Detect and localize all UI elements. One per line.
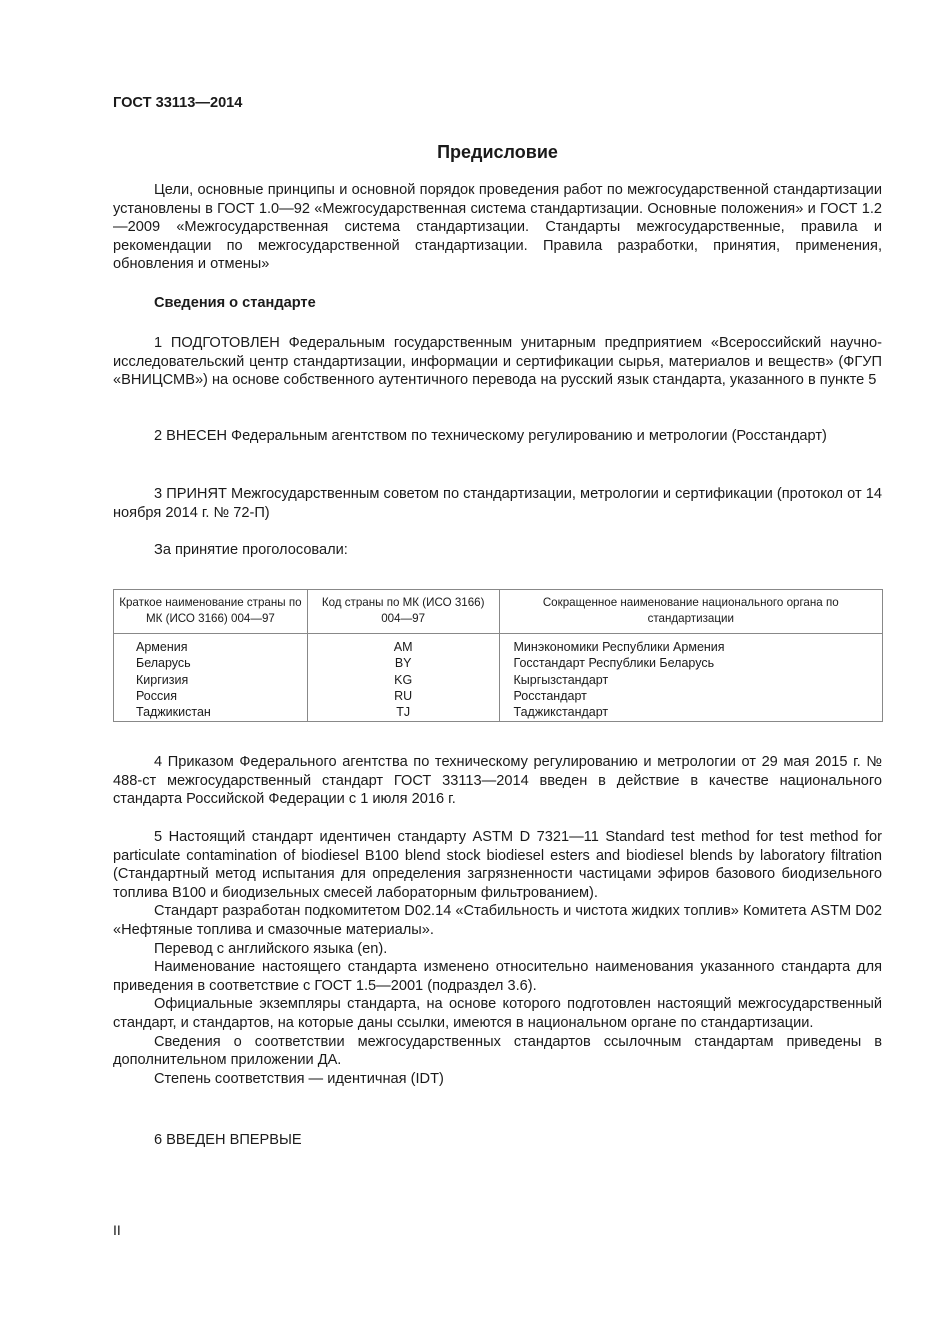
item-6-paragraph: 6 ВВЕДЕН ВПЕРВЫЕ xyxy=(154,1132,302,1148)
country-cell: Таджикистан xyxy=(114,704,308,722)
item-2-block xyxy=(113,427,882,446)
authority-cell: Госстандарт Республики Беларусь xyxy=(499,655,882,671)
item-5-paragraph: 5 Настоящий стандарт идентичен стандарту ASTM D 7321—11 Standard test method for test method for particulate contamination of biodiesel B100 blend stock biodiesel esters and biodiesel blends by laboratory filtration (Стандартный метод испытания для определения загрязненности частицами эфиров базового биодизельного топлива В100 и биодизельных смесей лабораторным фильтрованием). xyxy=(113,829,882,901)
item-1-paragraph: 1 ПОДГОТОВЛЕН Федеральным государственным унитарным предприятием «Всероссийский научно-исследовательский центр стандартизации, информации и сертификации сырья, материалов и веществ» (ФГУП «ВНИЦСМВ») на основе собственного аутентичного перевода на русский язык стандарта, указанного в пункте 5 xyxy=(113,335,882,389)
code-cell: TJ xyxy=(307,704,499,722)
table-header-code: Код страны по МК (ИСО 3166) 004—97 xyxy=(307,590,499,634)
item-5-copies-paragraph: Официальные экземпляры стандарта, на основе которого подготовлен настоящий межгосударственный стандарт, и стандартов, на которые даны ссылки, имеются в национальном органе по стандартизации. xyxy=(113,996,882,1031)
subheading-block xyxy=(113,294,882,313)
item-5-developer-paragraph: Стандарт разработан подкомитетом D02.14 «Стабильность и чистота жидких топлив» Комитета ASTM D02 «Нефтяные топлива и смазочные материалы». xyxy=(113,903,882,938)
item-4-block xyxy=(113,753,882,809)
country-cell: Беларусь xyxy=(114,655,308,671)
section-title: Предисловие xyxy=(437,142,558,162)
intro-section xyxy=(113,181,882,274)
table-row xyxy=(114,704,883,722)
item-6-block xyxy=(113,1131,882,1150)
item-2-paragraph: 2 ВНЕСЕН Федеральным агентством по техническому регулированию и метрологии (Росстандарт) xyxy=(154,428,827,444)
item-5-title-change-paragraph: Наименование настоящего стандарта изменено относительно наименования указанного стандарта для приведения в соответствие с ГОСТ 1.5—2001 (подраздел 3.6). xyxy=(113,959,882,994)
table-row xyxy=(114,688,883,704)
item-4-paragraph: 4 Приказом Федерального агентства по техническому регулированию и метрологии от 29 мая 2015 г. № 488-ст межгосударственный стандарт ГОСТ 33113—2014 введен в действие в качестве национального стандарта Российской Федерации с 1 июля 2016 г. xyxy=(113,754,882,808)
code-cell: AM xyxy=(307,634,499,656)
item-5-block xyxy=(113,828,882,1088)
item-5-annex-paragraph: Сведения о соответствии межгосударственных стандартов ссылочным стандартам приведены в дополнительном приложении ДА. xyxy=(113,1033,882,1069)
item-3-block xyxy=(113,485,882,522)
item-1-block xyxy=(113,334,882,390)
voted-block xyxy=(113,541,882,560)
country-cell: Армения xyxy=(114,634,308,656)
code-cell: BY xyxy=(307,655,499,671)
code-cell: RU xyxy=(307,688,499,704)
item-3-paragraph: 3 ПРИНЯТ Межгосударственным советом по стандартизации, метрологии и сертификации (протокол от 14 ноября 2014 г. № 72-П) xyxy=(113,486,882,521)
page-number: II xyxy=(113,1222,121,1238)
table-row xyxy=(114,655,883,671)
authority-cell: Кыргызстандарт xyxy=(499,672,882,688)
intro-paragraph: Цели, основные принципы и основной порядок проведения работ по межгосударственной стандартизации установлены в ГОСТ 1.0—92 «Межгосударственная система стандартизации. Основные положения» и ГОСТ 1.2—2009 «Межгосударственная система стандартизации. Стандарты межгосударственные, правила и рекомендации по межгосударственной стандартизации. Правила разработки, принятия, применения, обновления и отмены» xyxy=(113,182,882,273)
item-5-conformity-paragraph: Степень соответствия — идентичная (IDT) xyxy=(154,1070,444,1087)
authority-cell: Минэкономики Республики Армения xyxy=(499,634,882,656)
table-header-country: Краткое наименование страны по МК (ИСО 3166) 004—97 xyxy=(114,590,308,634)
table-header-authority: Сокращенное наименование национального органа по стандартизации xyxy=(499,590,882,634)
voted-label: За принятие проголосовали: xyxy=(154,542,348,558)
authority-cell: Таджикстандарт xyxy=(499,704,882,722)
code-cell: KG xyxy=(307,672,499,688)
table-header-row xyxy=(114,590,883,634)
country-cell: Россия xyxy=(114,688,308,704)
subheading: Сведения о стандарте xyxy=(154,295,316,311)
member-states-table xyxy=(113,589,883,722)
authority-cell: Росстандарт xyxy=(499,688,882,704)
country-cell: Киргизия xyxy=(114,672,308,688)
table-row xyxy=(114,672,883,688)
item-5-translation-paragraph: Перевод с английского языка (en). xyxy=(154,940,388,957)
table-row xyxy=(114,634,883,656)
document-code: ГОСТ 33113—2014 xyxy=(113,95,243,111)
